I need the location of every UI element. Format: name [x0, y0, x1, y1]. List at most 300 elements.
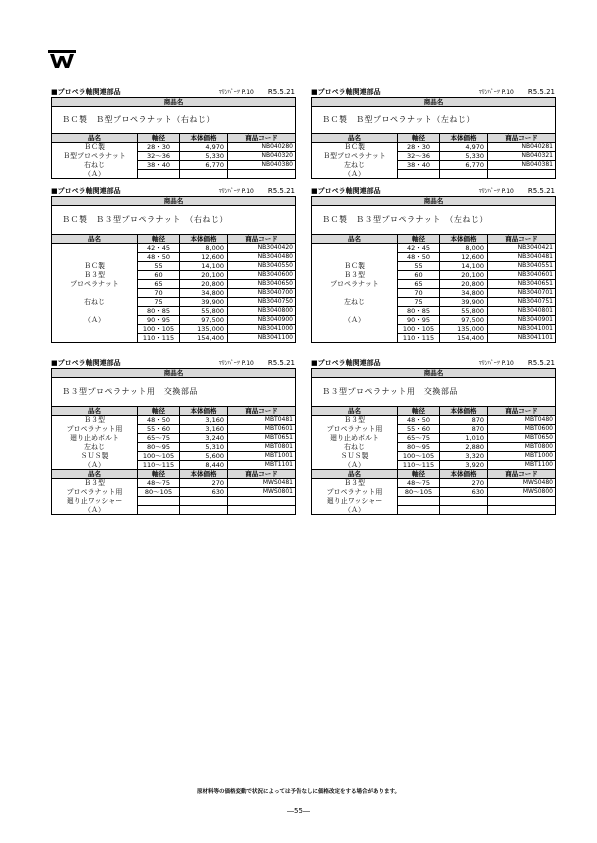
product-name-line: ＢＣ製	[312, 143, 398, 152]
shaft-diameter	[138, 506, 180, 515]
shaft-header: 軸径	[138, 407, 180, 416]
product-code: NB040320	[228, 152, 296, 161]
unit-price: 5,600	[180, 452, 228, 461]
shaft-diameter: 55・60	[138, 425, 180, 434]
shaft-diameter: 110～115	[138, 461, 180, 470]
product-name-line	[312, 334, 398, 343]
table-row	[52, 298, 296, 307]
catalog-reference: ﾏﾘﾝﾊﾟｰﾂ P.10	[478, 360, 514, 367]
product-name-heading: 商品名	[312, 98, 556, 107]
price-table	[51, 196, 296, 343]
unit-price: 270	[440, 479, 488, 488]
table-row	[52, 425, 296, 434]
product-code: NB3040481	[488, 253, 556, 262]
unit-price: 3,240	[180, 434, 228, 443]
product-code: MBT1100	[488, 461, 556, 470]
table-row	[312, 325, 556, 334]
shaft-diameter: 48・50	[398, 416, 440, 425]
page-number: ―55―	[287, 807, 310, 815]
product-panel-sec3-right	[311, 359, 555, 515]
product-panel-sec2-right	[311, 187, 555, 343]
unit-price: 3,160	[180, 416, 228, 425]
unit-price	[440, 497, 488, 506]
product-code: MWS0481	[228, 479, 296, 488]
unit-price: 12,600	[440, 253, 488, 262]
product-code: MWS0801	[228, 488, 296, 497]
catalog-reference: ﾏﾘﾝﾊﾟｰﾂ P.10	[218, 188, 254, 195]
table-row	[312, 170, 556, 179]
price-table	[51, 368, 296, 515]
product-code: MBT0801	[228, 443, 296, 452]
unit-price: 20,100	[180, 271, 228, 280]
product-code: NB3040901	[488, 316, 556, 325]
shaft-diameter: 80～95	[398, 443, 440, 452]
product-code: NB3040600	[228, 271, 296, 280]
product-code: MWS0800	[488, 488, 556, 497]
product-name-line: （Ａ）	[312, 170, 398, 179]
shaft-header: 軸径	[398, 134, 440, 143]
shaft-diameter: 100・105	[398, 325, 440, 334]
table-row	[312, 434, 556, 443]
product-name-line: 右ねじ	[52, 298, 138, 307]
product-name-line	[312, 253, 398, 262]
shaft-header: 軸径	[398, 470, 440, 479]
column-header-row	[52, 235, 296, 244]
product-title: ＢＣ製 Ｂ３型プロペラナット （左ねじ）	[312, 206, 556, 235]
code-header: 商品コード	[228, 407, 296, 416]
product-code	[488, 506, 556, 515]
shaft-diameter: 48・50	[398, 253, 440, 262]
unit-price: 8,000	[180, 244, 228, 253]
product-name-line: プロペラナット用	[312, 425, 398, 434]
unit-price: 3,320	[440, 452, 488, 461]
product-name-line: Ｂ３型	[52, 416, 138, 425]
shaft-diameter: 28・30	[138, 143, 180, 152]
product-code: NB3040900	[228, 316, 296, 325]
section-header	[51, 187, 295, 196]
unit-price: 55,800	[440, 307, 488, 316]
unit-price: 1,010	[440, 434, 488, 443]
revision-date: R5.5.21	[527, 187, 555, 195]
table-row	[52, 479, 296, 488]
price-header: 本体価格	[440, 235, 488, 244]
product-name-line: Ｂ３型	[52, 479, 138, 488]
product-name-line	[52, 334, 138, 343]
shaft-header: 軸径	[398, 235, 440, 244]
unit-price: 14,100	[440, 262, 488, 271]
table-row	[52, 307, 296, 316]
unit-price: 14,100	[180, 262, 228, 271]
product-name-line: （Ａ）	[52, 506, 138, 515]
unit-price: 34,800	[180, 289, 228, 298]
unit-price: 39,900	[180, 298, 228, 307]
product-name-line: Ｂ型プロペラナット	[312, 152, 398, 161]
table-row	[52, 325, 296, 334]
unit-price: 5,330	[440, 152, 488, 161]
unit-price	[180, 497, 228, 506]
product-code: NB040380	[228, 161, 296, 170]
table-row	[52, 244, 296, 253]
product-name-line: 廻り止めボルト	[52, 434, 138, 443]
table-row	[312, 425, 556, 434]
product-name-line: 右ねじ	[52, 161, 138, 170]
name-header: 品名	[312, 134, 398, 143]
shaft-diameter: 65	[398, 280, 440, 289]
table-row	[312, 280, 556, 289]
price-header: 本体価格	[440, 407, 488, 416]
revision-date: R5.5.21	[527, 88, 555, 96]
product-code: MBT0800	[488, 443, 556, 452]
product-code: MWS0480	[488, 479, 556, 488]
product-code: NB3040751	[488, 298, 556, 307]
unit-price: 3,920	[440, 461, 488, 470]
shaft-diameter: 42・45	[138, 244, 180, 253]
table-row	[52, 497, 296, 506]
column-header-row	[52, 407, 296, 416]
column-header-row	[52, 134, 296, 143]
table-row	[52, 253, 296, 262]
product-name-line: ＳＵＳ製	[312, 452, 398, 461]
product-name-line	[52, 244, 138, 253]
unit-price: 5,310	[180, 443, 228, 452]
revision-date: R5.5.21	[267, 88, 295, 96]
product-code: NB040280	[228, 143, 296, 152]
name-header: 品名	[52, 235, 138, 244]
shaft-diameter: 80～105	[138, 488, 180, 497]
shaft-diameter: 80・85	[138, 307, 180, 316]
table-row	[52, 443, 296, 452]
product-code: NB3040801	[488, 307, 556, 316]
brand-logo-icon	[48, 50, 76, 68]
catalog-reference: ﾏﾘﾝﾊﾟｰﾂ P.10	[478, 89, 514, 96]
unit-price: 4,970	[440, 143, 488, 152]
section-header	[51, 359, 295, 368]
shaft-diameter: 65	[138, 280, 180, 289]
product-name-heading: 商品名	[52, 369, 296, 378]
name-header: 品名	[52, 407, 138, 416]
shaft-diameter: 48・50	[138, 253, 180, 262]
table-row	[52, 271, 296, 280]
product-code: NB3040701	[488, 289, 556, 298]
code-header: 商品コード	[228, 235, 296, 244]
product-code	[488, 497, 556, 506]
shaft-diameter: 55	[398, 262, 440, 271]
product-title: Ｂ３型プロペラナット用 交換部品	[312, 378, 556, 407]
product-name-line: プロペラナット	[312, 280, 398, 289]
product-code: MBT0600	[488, 425, 556, 434]
revision-date: R5.5.21	[267, 187, 295, 195]
column-header-row	[312, 235, 556, 244]
column-header-row	[52, 470, 296, 479]
table-row	[52, 416, 296, 425]
product-code: MBT1000	[488, 452, 556, 461]
product-code: NB3040420	[228, 244, 296, 253]
product-code: MBT0480	[488, 416, 556, 425]
table-row	[312, 452, 556, 461]
product-name-heading: 商品名	[52, 197, 296, 206]
unit-price: 12,600	[180, 253, 228, 262]
shaft-header: 軸径	[138, 134, 180, 143]
unit-price: 630	[180, 488, 228, 497]
table-row	[312, 316, 556, 325]
shaft-diameter: 60	[398, 271, 440, 280]
product-name-line: ＳＵＳ製	[52, 452, 138, 461]
product-code: NB3040651	[488, 280, 556, 289]
product-name-line: （Ａ）	[52, 316, 138, 325]
section-header	[311, 88, 555, 97]
table-row	[52, 280, 296, 289]
product-name-line	[312, 244, 398, 253]
product-code: NB040381	[488, 161, 556, 170]
unit-price: 6,770	[180, 161, 228, 170]
section-header	[311, 187, 555, 196]
code-header: 商品コード	[488, 470, 556, 479]
product-name-line: ＢＣ製	[52, 262, 138, 271]
product-code	[488, 170, 556, 179]
product-name-line: 左ねじ	[312, 298, 398, 307]
section-label: ■プロペラ軸関連部品	[51, 359, 121, 367]
table-row	[52, 334, 296, 343]
product-name-line: ＢＣ製	[312, 262, 398, 271]
shaft-diameter: 75	[398, 298, 440, 307]
name-header: 品名	[52, 134, 138, 143]
product-name-line	[52, 253, 138, 262]
name-header: 品名	[312, 407, 398, 416]
unit-price: 6,770	[440, 161, 488, 170]
price-table	[51, 97, 296, 179]
product-name-line	[312, 325, 398, 334]
product-name-line	[312, 307, 398, 316]
product-name-line: ＢＣ製	[52, 143, 138, 152]
unit-price: 55,800	[180, 307, 228, 316]
shaft-header: 軸径	[138, 235, 180, 244]
product-name-line: プロペラナット	[52, 280, 138, 289]
product-code: NB3041100	[228, 334, 296, 343]
product-code: NB3040650	[228, 280, 296, 289]
product-code: MBT0651	[228, 434, 296, 443]
shaft-diameter: 75	[138, 298, 180, 307]
unit-price: 4,970	[180, 143, 228, 152]
price-table	[311, 97, 556, 179]
product-name-line: Ｂ型プロペラナット	[52, 152, 138, 161]
code-header: 商品コード	[228, 134, 296, 143]
product-code: NB3040551	[488, 262, 556, 271]
shaft-diameter: 110～115	[398, 461, 440, 470]
name-header: 品名	[312, 470, 398, 479]
shaft-diameter: 90・95	[398, 316, 440, 325]
table-row	[52, 143, 296, 152]
unit-price: 870	[440, 416, 488, 425]
product-name-line: Ｂ３型	[312, 271, 398, 280]
table-row	[312, 443, 556, 452]
product-name-line: Ｂ３型	[312, 479, 398, 488]
product-name-line	[52, 307, 138, 316]
unit-price: 20,800	[440, 280, 488, 289]
product-panel-sec1-left	[51, 88, 295, 179]
unit-price	[440, 170, 488, 179]
column-header-row	[312, 134, 556, 143]
shaft-diameter: 70	[138, 289, 180, 298]
product-code: NB3040550	[228, 262, 296, 271]
table-row	[52, 161, 296, 170]
product-name-line: 廻り止ワッシャー	[312, 497, 398, 506]
product-name-line: 左ねじ	[312, 161, 398, 170]
price-header: 本体価格	[180, 407, 228, 416]
column-header-row	[312, 470, 556, 479]
table-row	[52, 316, 296, 325]
product-code: NB3041000	[228, 325, 296, 334]
price-header: 本体価格	[440, 470, 488, 479]
table-row	[312, 143, 556, 152]
product-name-line: プロペラナット用	[52, 425, 138, 434]
shaft-header: 軸径	[398, 407, 440, 416]
product-name-heading: 商品名	[312, 369, 556, 378]
product-code: NB3040421	[488, 244, 556, 253]
product-name-line: Ｂ３型	[312, 416, 398, 425]
name-header: 品名	[312, 235, 398, 244]
table-row	[52, 170, 296, 179]
shaft-diameter: 32～36	[138, 152, 180, 161]
unit-price: 39,900	[440, 298, 488, 307]
product-code: MBT0650	[488, 434, 556, 443]
shaft-diameter	[398, 170, 440, 179]
product-panel-sec2-left	[51, 187, 295, 343]
table-row	[52, 434, 296, 443]
price-header: 本体価格	[180, 235, 228, 244]
shaft-diameter	[398, 506, 440, 515]
shaft-diameter: 110・115	[138, 334, 180, 343]
table-row	[52, 461, 296, 470]
section-label: ■プロペラ軸関連部品	[311, 359, 381, 367]
product-code: MBT0601	[228, 425, 296, 434]
unit-price: 154,400	[440, 334, 488, 343]
unit-price: 5,330	[180, 152, 228, 161]
product-name-line: （Ａ）	[312, 316, 398, 325]
product-code: NB3041001	[488, 325, 556, 334]
section-label: ■プロペラ軸関連部品	[311, 187, 381, 195]
table-row	[52, 152, 296, 161]
section-label: ■プロペラ軸関連部品	[51, 88, 121, 96]
table-row	[312, 298, 556, 307]
table-row	[52, 506, 296, 515]
product-code: MBT0481	[228, 416, 296, 425]
product-title: Ｂ３型プロペラナット用 交換部品	[52, 378, 296, 407]
product-name-heading: 商品名	[312, 197, 556, 206]
product-code: MBT1101	[228, 461, 296, 470]
table-row	[312, 307, 556, 316]
unit-price: 2,880	[440, 443, 488, 452]
shaft-diameter: 60	[138, 271, 180, 280]
product-panel-sec1-right	[311, 88, 555, 179]
price-header: 本体価格	[440, 134, 488, 143]
shaft-diameter: 55	[138, 262, 180, 271]
shaft-diameter: 65～75	[138, 434, 180, 443]
unit-price: 135,000	[440, 325, 488, 334]
section-label: ■プロペラ軸関連部品	[311, 88, 381, 96]
shaft-diameter: 32～36	[398, 152, 440, 161]
shaft-diameter: 80～95	[138, 443, 180, 452]
unit-price: 97,500	[180, 316, 228, 325]
shaft-diameter: 100～105	[398, 452, 440, 461]
shaft-diameter: 110・115	[398, 334, 440, 343]
product-name-line: 廻り止めボルト	[312, 434, 398, 443]
column-header-row	[312, 407, 556, 416]
product-code	[228, 497, 296, 506]
product-code: NB040281	[488, 143, 556, 152]
product-name-line: （Ａ）	[52, 461, 138, 470]
product-code	[228, 506, 296, 515]
table-row	[312, 289, 556, 298]
unit-price: 20,100	[440, 271, 488, 280]
code-header: 商品コード	[488, 134, 556, 143]
product-code: NB040321	[488, 152, 556, 161]
unit-price	[440, 506, 488, 515]
product-code: MBT1001	[228, 452, 296, 461]
shaft-diameter: 38・40	[138, 161, 180, 170]
catalog-reference: ﾏﾘﾝﾊﾟｰﾂ P.10	[218, 360, 254, 367]
section-header	[311, 359, 555, 368]
revision-date: R5.5.21	[527, 359, 555, 367]
unit-price: 8,000	[440, 244, 488, 253]
product-name-line	[52, 325, 138, 334]
shaft-diameter: 90・95	[138, 316, 180, 325]
product-code: NB3041101	[488, 334, 556, 343]
product-name-line	[312, 289, 398, 298]
table-row	[312, 488, 556, 497]
unit-price: 870	[440, 425, 488, 434]
table-row	[312, 334, 556, 343]
section-label: ■プロペラ軸関連部品	[51, 187, 121, 195]
table-row	[52, 488, 296, 497]
unit-price: 20,800	[180, 280, 228, 289]
catalog-reference: ﾏﾘﾝﾊﾟｰﾂ P.10	[478, 188, 514, 195]
shaft-diameter	[138, 497, 180, 506]
product-name-line: 右ねじ	[312, 443, 398, 452]
unit-price	[180, 170, 228, 179]
unit-price: 135,000	[180, 325, 228, 334]
shaft-diameter: 42・45	[398, 244, 440, 253]
product-name-line: 廻り止ワッシャー	[52, 497, 138, 506]
table-row	[312, 416, 556, 425]
shaft-diameter: 100・105	[138, 325, 180, 334]
shaft-diameter: 100～105	[138, 452, 180, 461]
catalog-reference: ﾏﾘﾝﾊﾟｰﾂ P.10	[218, 89, 254, 96]
product-panel-sec3-left	[51, 359, 295, 515]
code-header: 商品コード	[488, 407, 556, 416]
price-header: 本体価格	[180, 134, 228, 143]
shaft-diameter	[138, 170, 180, 179]
table-row	[312, 262, 556, 271]
product-name-line: （Ａ）	[52, 170, 138, 179]
product-code: NB3040480	[228, 253, 296, 262]
table-row	[312, 271, 556, 280]
table-row	[312, 479, 556, 488]
unit-price: 8,440	[180, 461, 228, 470]
product-code: NB3040700	[228, 289, 296, 298]
unit-price: 270	[180, 479, 228, 488]
table-row	[312, 161, 556, 170]
unit-price: 97,500	[440, 316, 488, 325]
product-name-line: プロペラナット用	[52, 488, 138, 497]
table-row	[52, 452, 296, 461]
table-row	[312, 461, 556, 470]
product-name-line: プロペラナット用	[312, 488, 398, 497]
unit-price: 630	[440, 488, 488, 497]
shaft-diameter: 48～75	[138, 479, 180, 488]
product-name-line: 左ねじ	[52, 443, 138, 452]
product-code	[228, 170, 296, 179]
product-title: ＢＣ製 Ｂ型プロペラナット（左ねじ）	[312, 107, 556, 134]
